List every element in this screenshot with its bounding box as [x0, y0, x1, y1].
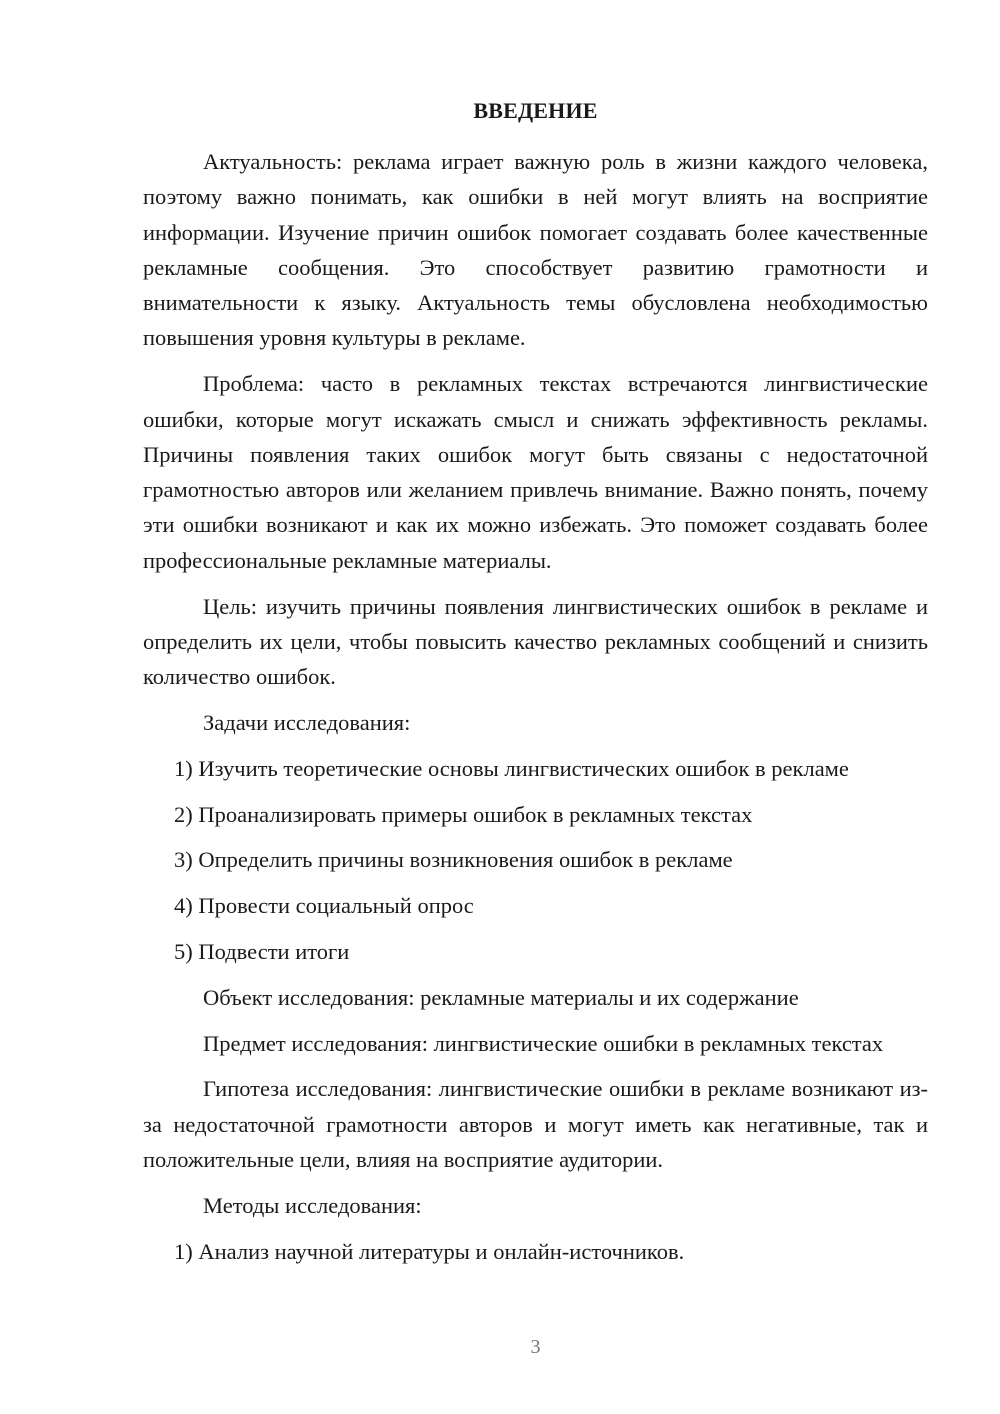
list-item: 4) Провести социальный опрос: [174, 893, 474, 919]
paragraph-relevance: Актуальность: реклама играет важную роль в жизни каждого человека, поэтому важно понимать, как ошибки в ней могут влиять на восприятие информации. Изучение причин ошибок помогает создавать более качественные рекламные сообщения. Это способствует развитию грамотности и внимательности к языку. Актуальность темы обусловлена необходимостью повышения уровня культуры в рекламе.: [143, 149, 928, 351]
list-item: 1) Изучить теоретические основы лингвистических ошибок в рекламе: [174, 755, 849, 781]
paragraph-object: Объект исследования: рекламные материалы и их содержание: [203, 984, 799, 1010]
tasks-heading: Задачи исследования:: [203, 709, 411, 735]
paragraph-problem: Проблема: часто в рекламных текстах встречаются лингвистические ошибки, которые могут искажать смысл и снижать эффективность рекламы. Причины появления таких ошибок могут быть связаны с недостаточной грамотностью авторов или желанием привлечь внимание. Важно понять, почему эти ошибки возникают и как их можно избежать. Это поможет создавать более профессиональные рекламные материалы.: [143, 371, 928, 573]
document-body: [143, 144, 928, 1279]
page-number: 3: [530, 1336, 541, 1358]
page-title: ВВЕДЕНИЕ: [473, 98, 598, 123]
paragraph-subject: Предмет исследования: лингвистические ошибки в рекламных текстах: [203, 1030, 884, 1056]
list-item: 5) Подвести итоги: [174, 938, 350, 964]
paragraph-hypothesis: Гипотеза исследования: лингвистические ошибки в рекламе возникают из-за недостаточной грамотности авторов и могут иметь как негативные, так и положительные цели, влияя на восприятие аудитории.: [143, 1076, 928, 1172]
list-item: 3) Определить причины возникновения ошибок в рекламе: [174, 847, 733, 873]
document-page: [143, 0, 928, 1414]
paragraph-goal: Цель: изучить причины появления лингвистических ошибок в рекламе и определить их цели, чтобы повысить качество рекламных сообщений и снизить количество ошибок.: [143, 593, 928, 690]
list-item: 2) Проанализировать примеры ошибок в рекламных текстах: [174, 801, 753, 827]
list-item: 1) Анализ научной литературы и онлайн-источников.: [174, 1238, 685, 1264]
methods-heading: Методы исследования:: [203, 1192, 422, 1218]
tasks-list: [143, 751, 928, 969]
methods-list: [143, 1234, 928, 1269]
